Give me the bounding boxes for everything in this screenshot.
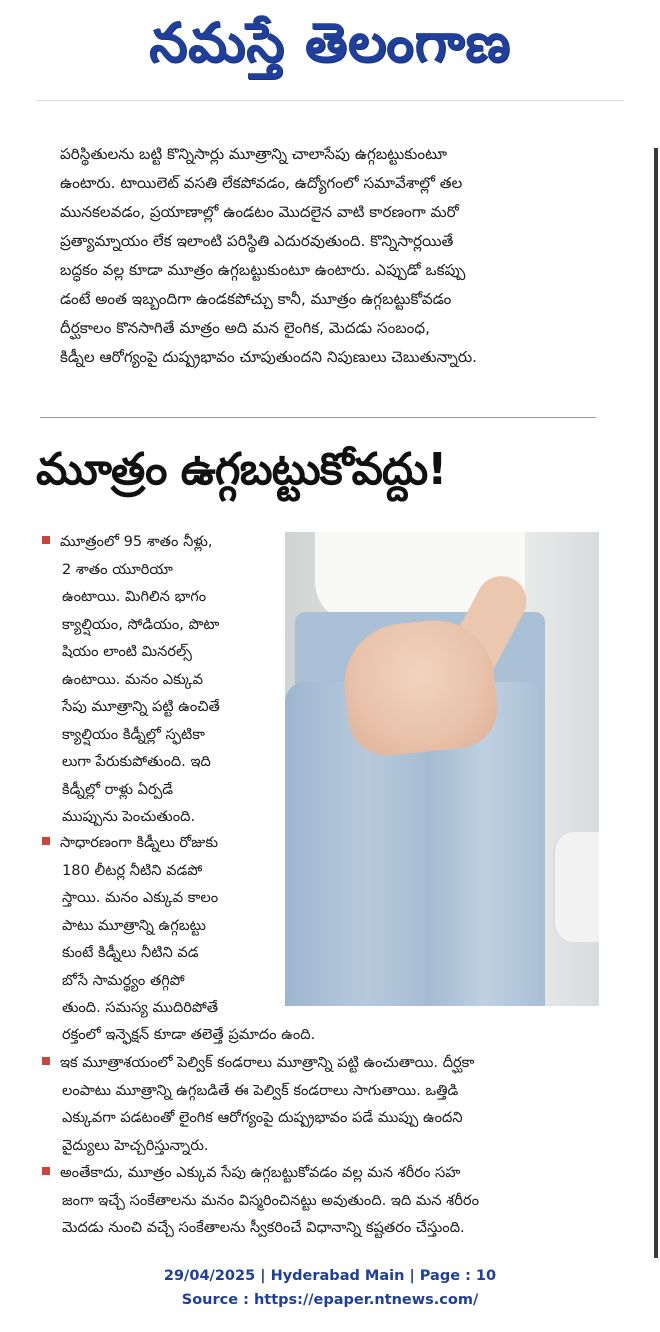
bullet-line: పాటు మూత్రాన్ని ఉగ్గబట్టు: [62, 916, 206, 934]
photo-toilet: [553, 832, 599, 942]
bullet-line: సాధారణంగా కిడ్నీలు రోజుకు: [60, 834, 219, 851]
footer-edition-info: 29/04/2025 | Hyderabad Main | Page : 10: [163, 1268, 497, 1284]
article-headline: మూత్రం ఉగ్గబట్టుకోవద్దు!: [36, 444, 447, 495]
footer-source-link[interactable]: Source : https://epaper.ntnews.com/: [181, 1292, 479, 1308]
bullet-square-icon: [42, 536, 50, 544]
intro-line: కిడ్నీల ఆరోగ్యంపై దుష్ప్రభావం చూపుతుందని నిపుణులు చెబుతున్నారు.: [60, 348, 477, 366]
bullet-line: రక్తంలో ఇన్ఫెక్షన్ కూడా తలెత్తే ప్రమాదం ఉంది.: [62, 1026, 316, 1043]
intro-line: డంటే అంత ఇబ్బందిగా ఉండకపోచ్చు కానీ, మూత్రం ఉగ్గబట్టుకోవడం: [60, 290, 452, 308]
bullet-line: అంతేకాదు, మూత్రం ఎక్కువ సేపు ఉగ్గబట్టుకోవడం వల్ల మన శరీరం సహ: [60, 1164, 461, 1181]
bullet-line: బోసే సామర్థ్యం తగ్గిపో: [62, 971, 185, 989]
intro-line: ప్రత్యామ్నాయం లేక ఇలాంటి పరిస్థితి ఎదురవుతుంది. కొన్నిసార్లయితే: [60, 232, 454, 250]
bullet-point-2-continued: [62, 1021, 602, 1049]
bullet-line: స్తాయి. మనం ఎక్కువ కాలం: [62, 889, 219, 906]
intro-line: దీర్ఘకాలం కొనసాగితే మాత్రం అది మన లైంగిక, మెదడు సంబంధ,: [60, 319, 430, 337]
masthead-logo: నమస్తే తెలంగాణ: [149, 11, 511, 74]
intro-line: ఉంటారు. టాయిలెట్ వసతి లేకపోవడం, ఉద్యోగంలో సమావేశాల్లో తల: [60, 174, 463, 192]
bullet-line: లంపాటు మూత్రాన్ని ఉగ్గబడితే ఈ పెల్విక్ కండరాలు సాగుతాయి. ఒత్తిడి: [62, 1081, 459, 1099]
bullet-line: షియం లాంటి మినరల్స్: [62, 643, 192, 660]
bullet-square-icon: [42, 1057, 50, 1065]
intro-line: బద్ధకం వల్ల కూడా మూత్రం ఉగ్గబట్టుకుంటూ ఉంటారు. ఎప్పుడో ఒకప్పు: [60, 261, 466, 279]
bullet-line: సేపు మూత్రాన్ని పట్టి ఉంచితే: [62, 698, 220, 715]
page-edge-rule: [654, 148, 658, 1258]
bullet-line: ఉంటాయి. మనం ఎక్కువ: [62, 670, 204, 688]
bullet-point-1: [42, 528, 276, 831]
bullet-line: ఎక్కువగా పడటంతో లైంగిక ఆరోగ్యంపై దుష్ప్రభావం పడే ముప్పు ఉందని: [62, 1109, 463, 1126]
bullet-line: ఇక మూత్రాశయంలో పెల్విక్ కండరాలు మూత్రాన్ని పట్టి ఉంచుతాయి. దీర్ఘకా: [60, 1054, 475, 1071]
bullet-point-3: [42, 1049, 607, 1159]
bullet-line: కుంటే కిడ్నీలు నీటిని వడ: [62, 944, 199, 961]
bullet-line: మూత్రంలో 95 శాతం నీళ్లు,: [60, 533, 213, 550]
bullet-line: తుంది. సమస్య ముదిరిపోతే: [62, 999, 219, 1016]
bullet-line: ముప్పును పెంచుతుంది.: [62, 808, 196, 825]
bullet-point-2: [42, 829, 276, 1022]
bullet-line: 180 లీటర్ల నీటిని వడపో: [62, 861, 203, 879]
masthead: [0, 0, 660, 100]
section-divider: [40, 417, 596, 418]
bullet-point-4: [42, 1159, 607, 1242]
bullet-line: క్యాల్షియం, సోడియం, పొటా: [62, 615, 220, 633]
intro-line: పరిస్థితులను బట్టి కొన్నిసార్లు మూత్రాన్ని చాలాసేపు ఉగ్గబట్టుకుంటూ: [60, 145, 447, 163]
bullet-line: కిడ్నీల్లో రాళ్లు ఏర్పడే: [62, 780, 174, 798]
bullet-line: వైద్యులు హెచ్చరిస్తున్నారు.: [62, 1136, 209, 1154]
masthead-divider: [36, 100, 624, 101]
bullet-line: 2 శాతం యూరియా: [62, 560, 173, 578]
bullet-square-icon: [42, 1167, 50, 1175]
bullet-line: క్యాల్షియం కిడ్నీల్లో స్ఫటికా: [62, 725, 205, 743]
intro-paragraph: [40, 140, 600, 372]
bullet-line: లుగా పేరుకుపోతుంది. ఇది: [62, 753, 211, 770]
bullet-line: మెదడు నుంచి వచ్చే సంకేతాలను స్వీకరించే విధానాన్ని కష్టతరం చేస్తుంది.: [62, 1219, 465, 1236]
bullet-square-icon: [42, 837, 50, 845]
intro-line: మునకలవడం, ప్రయాణాల్లో ఉండటం మొదలైన వాటి కారణంగా మరో: [60, 203, 459, 221]
bullet-line: ఉంటాయి. మిగిలిన భాగం: [62, 588, 207, 605]
article-photo: [285, 532, 599, 1006]
bullet-line: జంగా ఇచ్చే సంకేతాలను మనం విస్మరించినట్టు అవుతుంది. ఇది మన శరీరం: [62, 1191, 479, 1209]
